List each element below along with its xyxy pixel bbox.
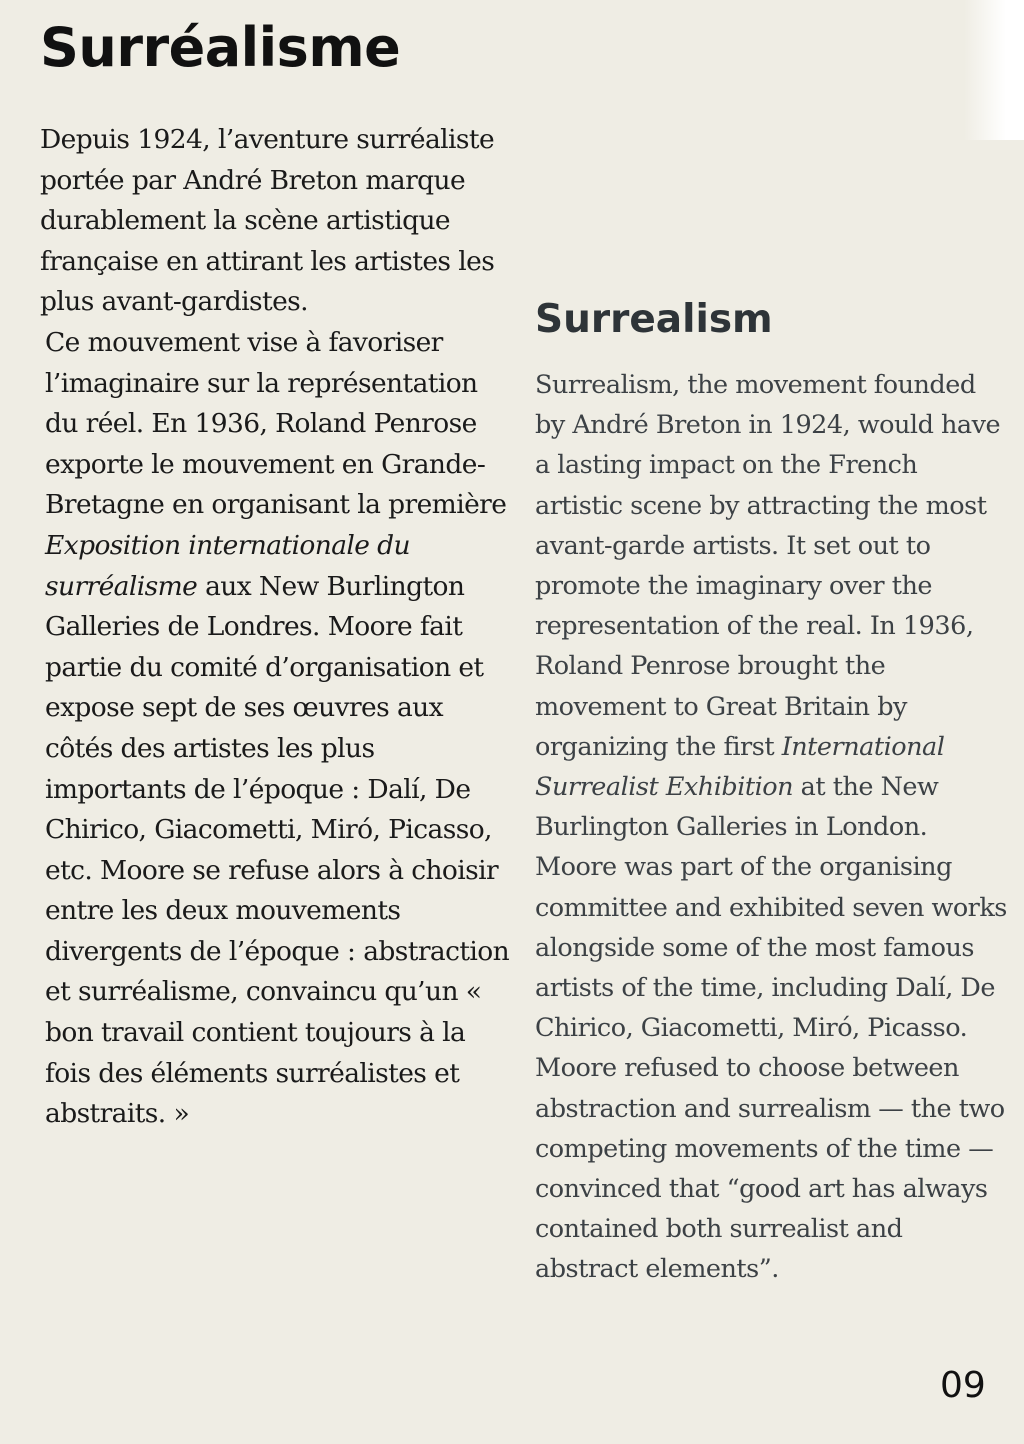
english-column [535, 365, 1010, 1290]
title-french: Surréalisme [40, 16, 401, 79]
exhibition-title-french: Exposition internationale du surréalisme [45, 529, 411, 602]
exhibition-title-english: International Surrealist Exhibition [535, 731, 945, 803]
french-text-b: aux New Burlington Galleries de Londres. Moore fait partie du comité d’organisation et expose sept de ses œuvres aux côtés des artistes les plus importants de l’époque : Dalí, De Chirico, Giacometti, Miró, Picasso, etc. Moore se refuse alors à choisir entre les deux mouvements divergents de l’époque : abstraction et surréalisme, convaincu qu’un « bon travail contient toujours à la fois des éléments surréalistes et abstraits. » [45, 570, 510, 1130]
english-text-b: at the New Burlington Galleries in London. Moore was part of the organising committee and exhibited seven works alongside some of the most famous artists of the time, including Dalí, De Chirico, Giacometti, Miró, Picasso. Moore refused to choose between abstraction and surrealism — the two competing movements of the time — convinced that “good art has always contained both surrealist and abstract elements”. [535, 772, 1007, 1285]
french-paragraph-1: Depuis 1924, l’aventure surréaliste portée par André Breton marque durablement la scène artistique française en attirant les artistes les plus avant-gardistes. [40, 124, 495, 318]
english-paragraph [535, 365, 1010, 1290]
torn-paper-edge [964, 0, 1024, 140]
french-column [40, 120, 510, 1135]
page-number: 09 [940, 1365, 986, 1406]
english-text-a: Surrealism, the movement founded by André Breton in 1924, would have a lasting impact on the French artistic scene by attracting the most avant-garde artists. It set out to promote the imaginary over the representation of the real. In 1936, Roland Penrose brought the movement to Great Britain by organizing the first [535, 370, 1001, 762]
title-english: Surrealism [535, 297, 773, 342]
french-paragraph-2 [40, 323, 510, 1135]
french-text-a: Ce mouvement vise à favoriser l’imaginaire sur la représentation du réel. En 1936, Roland Penrose exporte le mouvement en Grande-Bretagne en organisant la première [45, 326, 507, 521]
